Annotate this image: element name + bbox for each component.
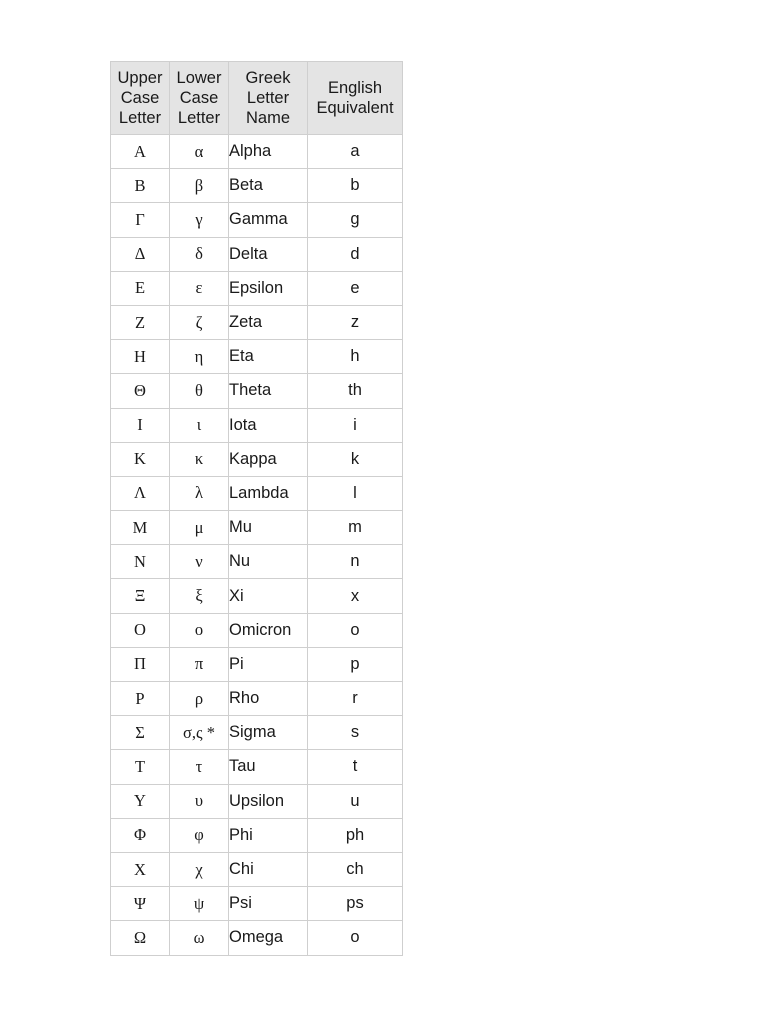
upper-case-cell: Γ xyxy=(111,203,170,237)
upper-case-cell: Τ xyxy=(111,750,170,784)
letter-name-cell: Lambda xyxy=(229,476,308,510)
english-equivalent-cell: z xyxy=(308,305,403,339)
english-equivalent-cell: t xyxy=(308,750,403,784)
english-equivalent-cell: g xyxy=(308,203,403,237)
lower-case-cell: ω xyxy=(170,921,229,955)
table-row xyxy=(111,374,403,408)
table-row xyxy=(111,135,403,169)
english-equivalent-cell: d xyxy=(308,237,403,271)
letter-name-cell: Nu xyxy=(229,545,308,579)
english-equivalent-cell: h xyxy=(308,340,403,374)
upper-case-cell: Ζ xyxy=(111,305,170,339)
table-row xyxy=(111,545,403,579)
letter-name-cell: Tau xyxy=(229,750,308,784)
upper-case-cell: Ε xyxy=(111,271,170,305)
upper-case-cell: Χ xyxy=(111,852,170,886)
letter-name-cell: Xi xyxy=(229,579,308,613)
table-header xyxy=(111,62,403,135)
lower-case-cell: ν xyxy=(170,545,229,579)
english-equivalent-cell: th xyxy=(308,374,403,408)
letter-name-cell: Sigma xyxy=(229,716,308,750)
letter-name-cell: Psi xyxy=(229,887,308,921)
table-row xyxy=(111,716,403,750)
letter-name-cell: Beta xyxy=(229,169,308,203)
header-english-equivalent: English Equivalent xyxy=(308,62,403,135)
english-equivalent-cell: u xyxy=(308,784,403,818)
english-equivalent-cell: ps xyxy=(308,887,403,921)
lower-case-cell: ρ xyxy=(170,682,229,716)
upper-case-cell: Ι xyxy=(111,408,170,442)
english-equivalent-cell: o xyxy=(308,921,403,955)
english-equivalent-cell: e xyxy=(308,271,403,305)
letter-name-cell: Chi xyxy=(229,852,308,886)
english-equivalent-cell: i xyxy=(308,408,403,442)
lower-case-cell: λ xyxy=(170,476,229,510)
upper-case-cell: Σ xyxy=(111,716,170,750)
lower-case-cell: κ xyxy=(170,442,229,476)
lower-case-cell: π xyxy=(170,647,229,681)
lower-case-cell: υ xyxy=(170,784,229,818)
letter-name-cell: Pi xyxy=(229,647,308,681)
upper-case-cell: Θ xyxy=(111,374,170,408)
upper-case-cell: Α xyxy=(111,135,170,169)
english-equivalent-cell: o xyxy=(308,613,403,647)
letter-name-cell: Iota xyxy=(229,408,308,442)
upper-case-cell: Ρ xyxy=(111,682,170,716)
english-equivalent-cell: b xyxy=(308,169,403,203)
english-equivalent-cell: l xyxy=(308,476,403,510)
table-row xyxy=(111,340,403,374)
upper-case-cell: Π xyxy=(111,647,170,681)
letter-name-cell: Epsilon xyxy=(229,271,308,305)
english-equivalent-cell: n xyxy=(308,545,403,579)
english-equivalent-cell: ph xyxy=(308,818,403,852)
letter-name-cell: Omega xyxy=(229,921,308,955)
table-row xyxy=(111,305,403,339)
table-row xyxy=(111,784,403,818)
letter-name-cell: Phi xyxy=(229,818,308,852)
lower-case-cell: ε xyxy=(170,271,229,305)
table-row xyxy=(111,203,403,237)
english-equivalent-cell: ch xyxy=(308,852,403,886)
upper-case-cell: Υ xyxy=(111,784,170,818)
header-row xyxy=(111,62,403,135)
greek-alphabet-table xyxy=(110,61,403,956)
lower-case-cell: ζ xyxy=(170,305,229,339)
english-equivalent-cell: p xyxy=(308,647,403,681)
lower-case-cell: γ xyxy=(170,203,229,237)
upper-case-cell: Μ xyxy=(111,511,170,545)
table-row xyxy=(111,408,403,442)
english-equivalent-cell: s xyxy=(308,716,403,750)
table-row xyxy=(111,887,403,921)
lower-case-cell: α xyxy=(170,135,229,169)
table-row xyxy=(111,852,403,886)
lower-case-cell: σ,ς * xyxy=(170,716,229,750)
table-row xyxy=(111,169,403,203)
lower-case-cell: ο xyxy=(170,613,229,647)
table-row xyxy=(111,682,403,716)
english-equivalent-cell: m xyxy=(308,511,403,545)
lower-case-cell: ψ xyxy=(170,887,229,921)
table-row xyxy=(111,647,403,681)
lower-case-cell: μ xyxy=(170,511,229,545)
upper-case-cell: Ν xyxy=(111,545,170,579)
english-equivalent-cell: k xyxy=(308,442,403,476)
lower-case-cell: χ xyxy=(170,852,229,886)
upper-case-cell: Κ xyxy=(111,442,170,476)
letter-name-cell: Upsilon xyxy=(229,784,308,818)
upper-case-cell: Δ xyxy=(111,237,170,271)
table-row xyxy=(111,476,403,510)
upper-case-cell: Λ xyxy=(111,476,170,510)
upper-case-cell: Φ xyxy=(111,818,170,852)
letter-name-cell: Gamma xyxy=(229,203,308,237)
letter-name-cell: Mu xyxy=(229,511,308,545)
english-equivalent-cell: x xyxy=(308,579,403,613)
lower-case-cell: φ xyxy=(170,818,229,852)
lower-case-cell: η xyxy=(170,340,229,374)
lower-case-cell: β xyxy=(170,169,229,203)
table-row xyxy=(111,613,403,647)
upper-case-cell: Ψ xyxy=(111,887,170,921)
table-row xyxy=(111,511,403,545)
letter-name-cell: Kappa xyxy=(229,442,308,476)
lower-case-cell: θ xyxy=(170,374,229,408)
table-row xyxy=(111,750,403,784)
letter-name-cell: Delta xyxy=(229,237,308,271)
table-row xyxy=(111,921,403,955)
upper-case-cell: Ξ xyxy=(111,579,170,613)
table-row xyxy=(111,818,403,852)
upper-case-cell: Ο xyxy=(111,613,170,647)
upper-case-cell: Β xyxy=(111,169,170,203)
table-row xyxy=(111,237,403,271)
upper-case-cell: Ω xyxy=(111,921,170,955)
letter-name-cell: Omicron xyxy=(229,613,308,647)
lower-case-cell: δ xyxy=(170,237,229,271)
header-letter-name: Greek Letter Name xyxy=(229,62,308,135)
letter-name-cell: Alpha xyxy=(229,135,308,169)
upper-case-cell: Η xyxy=(111,340,170,374)
table-body xyxy=(111,135,403,956)
header-lower-case: Lower Case Letter xyxy=(170,62,229,135)
table-row xyxy=(111,442,403,476)
lower-case-cell: ξ xyxy=(170,579,229,613)
letter-name-cell: Zeta xyxy=(229,305,308,339)
table-row xyxy=(111,271,403,305)
english-equivalent-cell: a xyxy=(308,135,403,169)
table-row xyxy=(111,579,403,613)
header-upper-case: Upper Case Letter xyxy=(111,62,170,135)
english-equivalent-cell: r xyxy=(308,682,403,716)
lower-case-cell: τ xyxy=(170,750,229,784)
letter-name-cell: Theta xyxy=(229,374,308,408)
letter-name-cell: Rho xyxy=(229,682,308,716)
lower-case-cell: ι xyxy=(170,408,229,442)
letter-name-cell: Eta xyxy=(229,340,308,374)
